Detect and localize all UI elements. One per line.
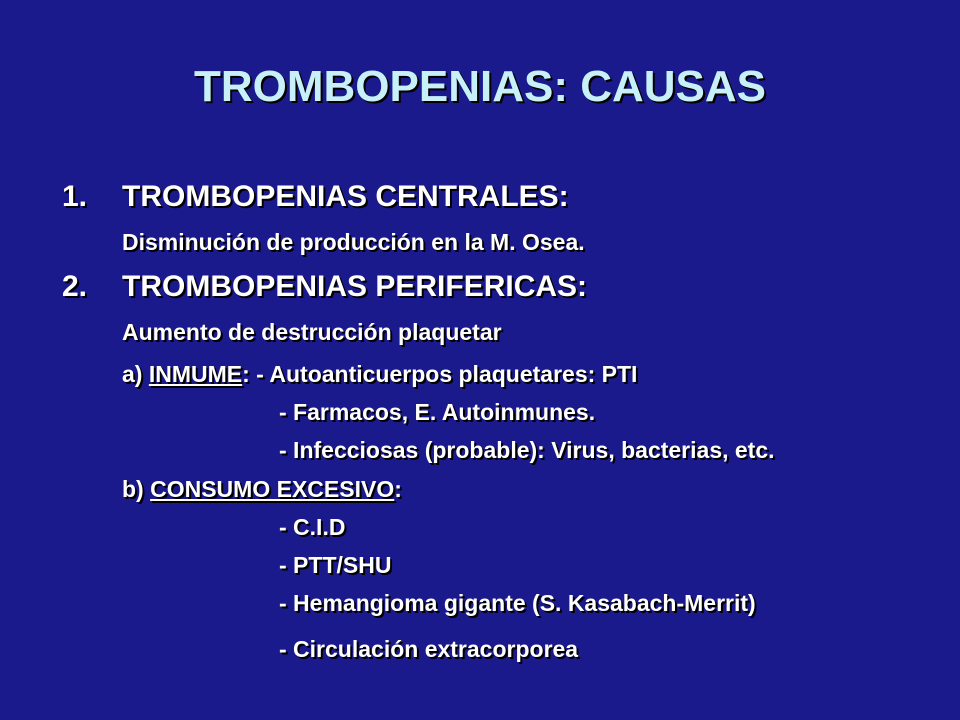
- subgroup-a-line: [122, 361, 637, 388]
- slide-title: TROMBOPENIAS: CAUSAS: [193, 62, 767, 111]
- subgroup-b-entry: - C.I.D: [279, 514, 346, 540]
- subgroup-a-name: INMUME: [148, 361, 243, 387]
- item-2-heading: TROMBOPENIAS PERIFERICAS:: [122, 270, 588, 303]
- item-1-description: Disminución de producción en la M. Osea.: [122, 229, 585, 255]
- subgroup-a-colon: :: [242, 361, 250, 387]
- subgroup-a-prefix: a): [122, 361, 149, 387]
- item-2-number: 2.: [62, 270, 88, 303]
- subgroup-b-line: [122, 476, 402, 503]
- subgroup-b-name: CONSUMO EXCESIVO: [150, 476, 395, 502]
- item-1-number: 1.: [62, 180, 88, 213]
- item-2-description: Aumento de destrucción plaquetar: [122, 319, 502, 345]
- subgroup-a-entry: - Infecciosas (probable): Virus, bacterias, etc.: [279, 437, 775, 463]
- subgroup-a-entry: - Farmacos, E. Autoinmunes.: [279, 399, 596, 425]
- subgroup-b-entry: - PTT/SHU: [279, 552, 392, 578]
- subgroup-a-first-entry: - Autoanticuerpos plaquetares: PTI: [249, 361, 638, 387]
- subgroup-b-colon: :: [394, 476, 402, 502]
- subgroup-b-entry: - Circulación extracorporea: [279, 636, 579, 662]
- subgroup-b-entry: - Hemangioma gigante (S. Kasabach-Merrit): [279, 590, 756, 616]
- subgroup-b-prefix: b): [122, 476, 151, 502]
- item-1-heading: TROMBOPENIAS CENTRALES:: [122, 180, 569, 213]
